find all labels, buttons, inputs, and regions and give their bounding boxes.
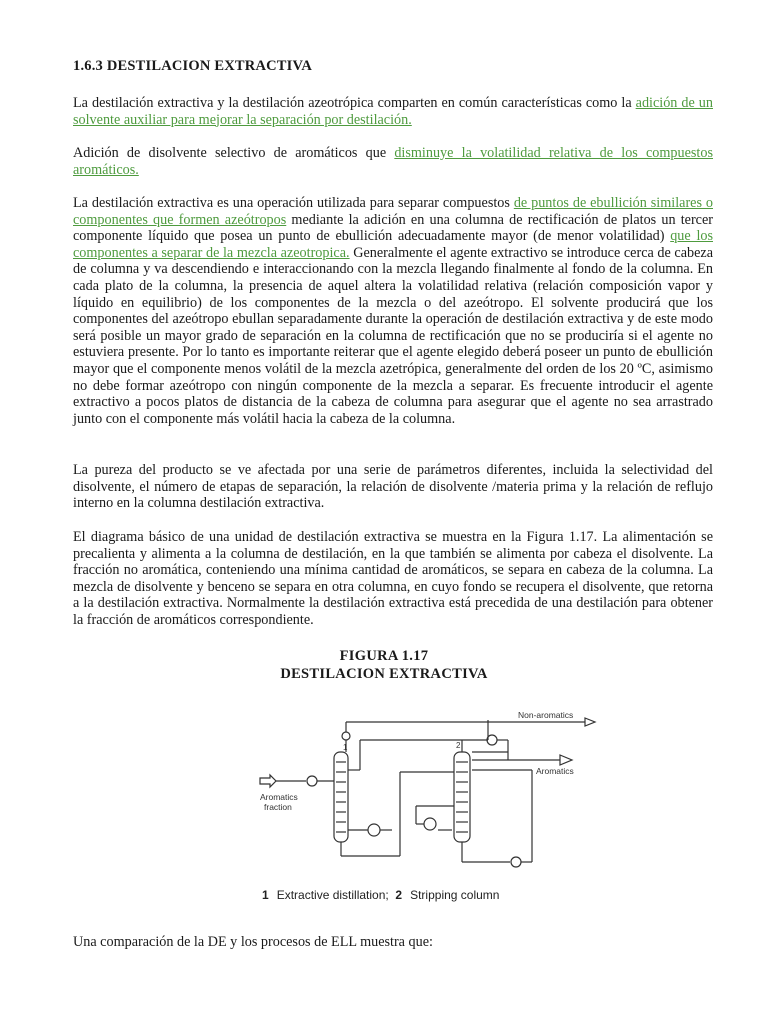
solvent-pump-icon [511,857,521,867]
feed-arrow-icon [260,775,276,787]
p3-highlight-2: que los componentes a separar de la mezcla azeotropica. [73,228,713,261]
figure-title: DESTILACION EXTRACTIVA [280,666,488,682]
caption-text-2: Stripping column [410,888,500,902]
p3-highlight-1: de puntos de ebullición similares o componentes que formen azeótropos [73,195,713,228]
p3-text-c: Generalmente el agente extractivo se introduce cerca de cabeza de columna y va descendiendo e interaccionando con la mezcla llegando finalmente al fondo de la columna. En cada plato de la columna, la presencia de aquel altera la volatilidad relativa (relación composición vapor y líquido en equilibrio) de los componentes de la mezcla o del azeótropo. El solvente producirá que los componentes del azeótropo ebullan separadamente durante la operación de destilación extractiva y de este modo será posible un mayor grado de separación en la columna de rectificación que no se produciría si el agente no estuviera presente. Por lo tanto es importante reiterar que el agente elegido deberá poseer un punto de ebullición mayor que el componente menos volátil de la mezcla azetrópica, generalmente del orden de los 20 ºC, asimismo no debe formar azeótropo con ningún componente de la mezcla a separar. Es frecuente introducir el agente extractivo a pocos platos de distancia de la cabeza de columna para asegurar que el agente no sea arrastrado junto con el componente más volátil hacia la cabeza de la columna. [73,244,714,427]
reboiler-2-icon [424,818,436,830]
section-heading: 1.6.3 DESTILACION EXTRACTIVA [73,58,312,74]
closing-sentence: Una comparación de la DE y los procesos de ELL muestra que: [73,934,433,950]
reboiler-1-icon [368,824,380,836]
p3-text-b: mediante la adición en una columna de rectificación de platos un tercer componente líquido que posea un punto de ebullición adecuadamente mayor (de menor volatilidad) [73,211,713,245]
non-aromatics-label: Non-aromatics [518,710,574,720]
paragraph-1 [73,95,713,128]
caption-text-1: Extractive distillation; [276,888,389,902]
feed-preheater-icon [307,776,317,786]
paragraph-5: El diagrama básico de una unidad de destilación extractiva se muestra en la Figura 1.17. La alimentación se precalienta y alimenta a la columna de destilación, en la que también se alimenta por cabeza el disolvente. La fracción no aromática, conteniendo una mínima cantidad de aromáticos, se separa en cabeza de la columna. La mezcla de disolvente y benceno se separa en otra columna, en cuyo fondo se recupera el disolvente, que retorna a la destilación extractiva. Normalmente la destilación extractiva está precedida de una destilación para obtener la fracción de aromáticos correspondiente. [73,529,713,628]
feed-label-line1: Aromatics [260,792,298,802]
p2-highlight: disminuye la volatilidad relativa de los compuestos aromáticos. [73,145,713,178]
column-1 [334,752,348,842]
p1-text: La destilación extractiva y la destilación azeotrópica comparten en común características como la [73,95,636,111]
p1-highlight: adición de un solvente auxiliar para mejorar la separación por destilación. [73,95,713,128]
paragraph-4: La pureza del producto se ve afectada por una serie de parámetros diferentes, incluida la selectividad del disolvente, el número de etapas de separación, la relación de disolvente /materia prima y la relación de reflujo interno en la columna destilación extractiva. [73,462,713,512]
column-2-number: 2 [456,741,461,750]
caption-number-2: 2 [395,888,403,902]
non-aromatics-arrow [585,718,595,726]
feed-label-line2: fraction [264,802,292,812]
aromatics-label: Aromatics [536,766,574,776]
paragraph-2 [73,145,713,178]
p2-text: Adición de disolvente selectivo de aromáticos que [73,145,395,161]
paragraph-3 [73,195,713,427]
column-1-number: 1 [343,743,348,752]
p3-text-a: La destilación extractiva es una operación utilizada para separar compuestos [73,195,514,211]
figure-number: FIGURA 1.17 [339,648,429,664]
column-2 [454,752,470,842]
condenser-1-icon [342,732,350,740]
process-flow-diagram [240,700,620,880]
figure-caption [262,888,499,902]
caption-number-1: 1 [262,888,269,902]
aromatics-arrow [560,755,572,765]
